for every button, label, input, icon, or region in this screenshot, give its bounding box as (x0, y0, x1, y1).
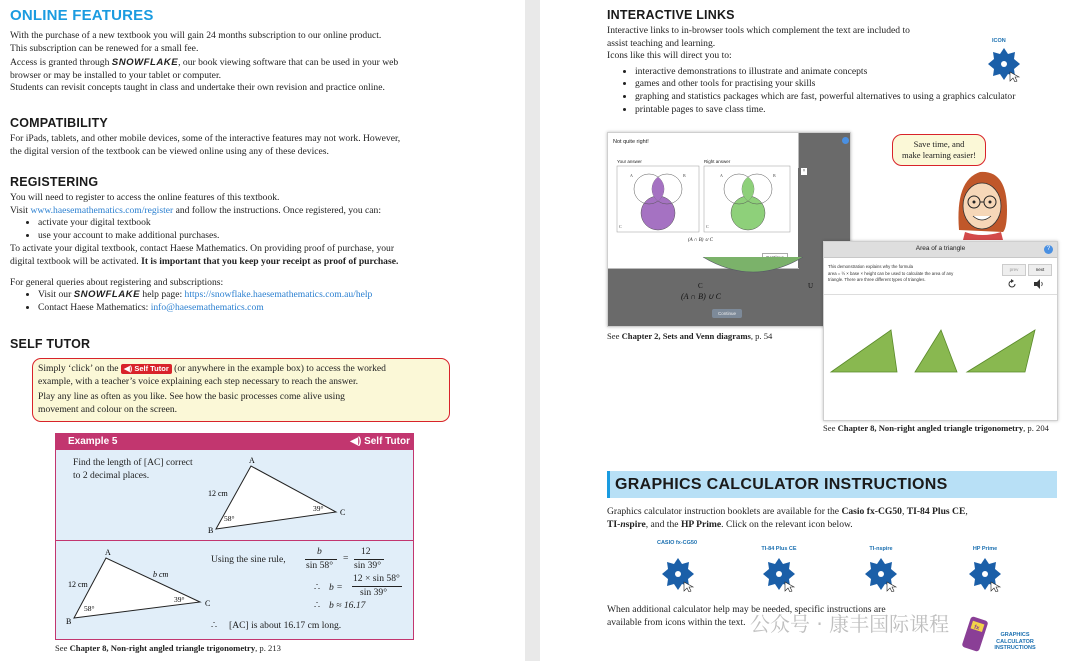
gc-and: , and the (645, 518, 679, 530)
st-l1a: Simply ‘click’ on the (38, 363, 119, 374)
numerator: 12 × sin 58° (353, 573, 400, 584)
caption-chapter: Chapter 8, Non-right angled triangle trigonometry (837, 423, 1024, 433)
side-12: 12 cm (208, 489, 228, 498)
large-venn-fragment (698, 257, 808, 287)
triangle-diagram-top (196, 454, 366, 534)
example-box[interactable] (55, 433, 414, 640)
graphics-calculator-heading: GRAPHICS CALCULATOR INSTRUCTIONS (615, 476, 948, 493)
continue-button-large[interactable]: Continue (712, 309, 742, 318)
label-b: B (208, 526, 214, 534)
gc-nspire-rest: spire (625, 518, 646, 530)
self-tutor-heading: SELF TUTOR (10, 337, 91, 351)
angle-58: 58° (224, 514, 235, 523)
venn-a: A (720, 173, 723, 178)
sin39: sin 39° (354, 560, 382, 571)
triangle-caption (823, 423, 1058, 434)
divider (56, 540, 413, 541)
caption-see: See (607, 331, 620, 341)
register-p1: You will need to register to access the online features of this textbook. (10, 192, 280, 203)
online-p1: With the purchase of a new textbook you will gain 24 months subscription to our online product. (10, 30, 382, 41)
list-item: • interactive demonstrations to illustrate and animate concepts (635, 66, 1057, 79)
venn-screenshot[interactable] (607, 132, 851, 327)
visit-text: Visit our (38, 289, 72, 301)
links-p1: Interactive links to in-browser tools which complement the text are included to (607, 25, 910, 36)
registering-heading: REGISTERING (10, 175, 99, 189)
desc-3: triangle. There are three different types of triangles. (828, 277, 926, 282)
left-page (0, 0, 525, 661)
area-title-bar (824, 242, 1057, 258)
angle-39: 39° (313, 504, 324, 513)
rule-text: Using the sine rule, (211, 554, 286, 565)
replay-icon[interactable] (1007, 279, 1017, 289)
help-link[interactable]: https://snowflake.haesemathematics.com.au/help (184, 289, 373, 301)
list-item: • games and other tools for practising your skills (635, 78, 1057, 91)
caption-page: , p. 204 (1023, 423, 1049, 433)
q1: Find the length of [AC] correct (73, 457, 193, 468)
label-a: A (249, 456, 255, 465)
online-p2: This subscription can be renewed for a small fee. (10, 42, 199, 54)
ti84-icon-label: TI-84 Plus CE (761, 546, 797, 552)
b-equals: b = (329, 582, 343, 593)
therefore-1: ∴ (314, 582, 321, 593)
gc-p1a: Graphics calculator instruction booklets are available for the (607, 506, 840, 517)
contact-text: Contact Haese Mathematics: (38, 301, 149, 313)
graphics-calculator-band (607, 471, 1057, 498)
ti84-snowflake-icon[interactable] (761, 556, 797, 592)
online-p4: Students can revisit concepts taught in class and undertake their own revision and practice online. (10, 82, 385, 94)
num-12: 12 (361, 546, 371, 557)
casio-icon-label: CASIO fx-CG50 (656, 540, 698, 546)
therefore-2: ∴ (314, 600, 321, 611)
caption-chapter: Chapter 8, Non-right angled triangle trigonometry (69, 643, 256, 653)
gc-hp: HP Prime (680, 518, 722, 530)
example-label: Example 5 (68, 436, 118, 447)
q2: to 2 decimal places. (73, 469, 150, 481)
next-button[interactable]: next (1028, 264, 1052, 276)
register-p5: For general queries about registering and subscriptions: (10, 276, 224, 288)
register-p2b: and follow the instructions. Once registered, you can: (175, 204, 382, 216)
venn-expression: (A ∩ B) ∪ C (688, 238, 713, 243)
compat-p1: For iPads, tablets, and other mobile devices, some of the interactive features may not work. However, (10, 133, 401, 144)
help-icon[interactable] (842, 137, 849, 144)
snowflake-link-icon[interactable] (986, 46, 1022, 82)
right-answer-label: Right answer (704, 159, 731, 164)
list-item (38, 302, 515, 315)
email-link[interactable]: info@haesemathematics.com (150, 301, 264, 313)
compatibility-text (10, 133, 515, 158)
conclusion: [AC] is about 16.17 cm long. (229, 620, 342, 631)
venn-feedback-panel (608, 133, 799, 269)
speech-line-2: make learning easier! (902, 150, 976, 160)
area-title: Area of a triangle (915, 245, 966, 252)
speech-line-1: Save time, and (913, 139, 965, 149)
label-c: C (340, 508, 346, 517)
divider (824, 294, 1057, 295)
large-u-label: U (808, 282, 814, 290)
register-link[interactable]: www.haesemathematics.com/register (30, 204, 174, 216)
area-description (828, 264, 998, 284)
links-p3: Icons like this will direct you to: (607, 50, 732, 62)
venn-diagrams (616, 165, 794, 235)
desc-2: area = ½ × base × height can be used to calculate the area of any (828, 270, 954, 276)
label-c: C (205, 599, 211, 608)
close-icon[interactable]: × (802, 169, 806, 174)
venn-b: B (773, 173, 776, 178)
tinspire-snowflake-icon[interactable] (863, 556, 899, 592)
right-page (540, 0, 1080, 661)
register-bullets (10, 217, 515, 242)
self-tutor-text (38, 363, 446, 416)
example-caption (55, 643, 281, 653)
list-item: • activate your digital textbook (38, 217, 515, 230)
links-p2: assist teaching and learning. (607, 37, 716, 49)
self-tutor-button[interactable]: ◀) Self Tutor (350, 436, 410, 447)
label-a: A (105, 548, 111, 557)
svg-text:fx: fx (973, 624, 981, 632)
teacher-cartoon (945, 160, 1015, 240)
gc-nspire-n: n (620, 518, 626, 530)
gc-text: Graphics calculator instruction booklets are available for the Casio fx-CG50, TI-84 Plus CE, TI-nspire, and the HP Prime. Click on the relevant icon below. (607, 506, 968, 530)
online-p3a: Access is granted through (10, 57, 110, 69)
registering-text (10, 192, 515, 314)
example-header (56, 434, 413, 450)
venn-feedback-title: Not quite right! (613, 139, 649, 145)
large-c-label: C (698, 282, 703, 290)
gc-instructions-badge[interactable]: GRAPHICS CALCULATOR INSTRUCTIONS (994, 632, 1036, 651)
compatibility-heading: COMPATIBILITY (10, 116, 108, 130)
snowflake-brand: SNOWFLAKE (73, 289, 141, 301)
online-p3c: browser or may be installed to your tablet or computer. (10, 69, 222, 81)
venn-c: C (706, 224, 709, 229)
list-item: • use your account to make additional purchases. (38, 230, 515, 243)
register-p4a: digital textbook will be activated. (10, 255, 139, 267)
st-l4: movement and colour on the screen. (38, 403, 178, 415)
list-item: • graphing and statistics packages which are fast, powerful alternatives to using a graphics calculator (635, 91, 1057, 104)
speaker-icon[interactable] (1033, 279, 1045, 289)
snowflake-brand: SNOWFLAKE (111, 57, 179, 69)
register-visit: Visit (10, 204, 29, 216)
st-l3: Play any line as often as you like. See how the basic processes come alive using (38, 391, 345, 403)
label-b: B (66, 617, 72, 626)
prev-button[interactable]: prev (1002, 264, 1026, 276)
st-l2: example, with a teacher’s voice explaining each step necessary to reach the answer. (38, 375, 359, 387)
compat-p2: the digital version of the textbook can be viewed online using any of these devices. (10, 145, 329, 157)
self-tutor-badge[interactable]: ◀) Self Tutor (121, 364, 172, 374)
register-p3: To activate your digital textbook, contact Haese Mathematics. On providing proof of purchase, your (10, 243, 395, 255)
therefore-3: ∴ (211, 620, 218, 631)
area-triangle-screenshot[interactable] (823, 241, 1058, 421)
caption-page: , p. 54 (750, 331, 773, 341)
receipt-note: It is important that you keep your receipt as proof of purchase. (141, 255, 399, 267)
venn-a: A (630, 173, 633, 178)
gc-p1b: . Click on the relevant icon below. (721, 518, 853, 530)
gc-p2: When additional calculator help may be needed, specific instructions are (607, 604, 886, 615)
help-icon[interactable]: ? (1044, 245, 1053, 254)
gc-casio: Casio fx-CG50 (841, 506, 902, 517)
b-approx: b ≈ 16.17 (329, 600, 366, 611)
online-features-heading: ONLINE FEATURES (10, 7, 154, 24)
st-l1b: (or anywhere in the example box) to access the worked (174, 363, 386, 374)
venn-b: B (683, 173, 686, 178)
side-12: 12 cm (68, 580, 88, 589)
icon-label: ICON (992, 38, 1006, 44)
gc-p3: available from icons within the text. (607, 616, 746, 628)
hp-icon-label: HP Prime (972, 546, 998, 552)
venn-caption (607, 331, 772, 341)
desc-1: This demonstration explains why the formula (828, 264, 914, 269)
equals: = (343, 553, 349, 564)
interactive-links-heading: INTERACTIVE LINKS (607, 8, 735, 22)
frac-b: b (317, 546, 322, 557)
list-item: • printable pages to save class time. (635, 104, 1057, 117)
self-tutor-info-box (32, 358, 450, 422)
venn-c: C (619, 224, 622, 229)
sin58: sin 58° (306, 560, 334, 571)
watermark: 公众号 · 康丰国际课程 (750, 612, 950, 636)
angle-58: 58° (84, 604, 95, 613)
your-answer-label: Your answer (617, 159, 642, 164)
online-p3b: , our book viewing software that can be used in your web (178, 57, 399, 69)
help-page-text: help page: (142, 289, 183, 301)
query-bullets (10, 289, 515, 314)
side-b: b cm (153, 570, 169, 579)
casio-snowflake-icon[interactable] (660, 556, 696, 592)
online-features-text (10, 30, 515, 95)
caption-chapter: Chapter 2, Sets and Venn diagrams (621, 331, 751, 341)
triangles-illustration (829, 326, 1051, 376)
large-expression: (A ∩ B) ∪ C (681, 292, 721, 301)
caption-page: , p. 213 (255, 643, 281, 653)
gc-tinspire: TI- (607, 518, 621, 530)
gc-ti84: TI-84 Plus CE (906, 506, 966, 517)
angle-39: 39° (174, 595, 185, 604)
caption-see: See (55, 643, 68, 653)
caption-see: See (823, 423, 836, 433)
list-item (38, 289, 515, 302)
triangle-diagram-bottom (58, 546, 218, 626)
hp-snowflake-icon[interactable] (967, 556, 1003, 592)
tinspire-icon-label: TI-nspire (869, 546, 893, 552)
sin39: sin 39° (360, 587, 388, 598)
